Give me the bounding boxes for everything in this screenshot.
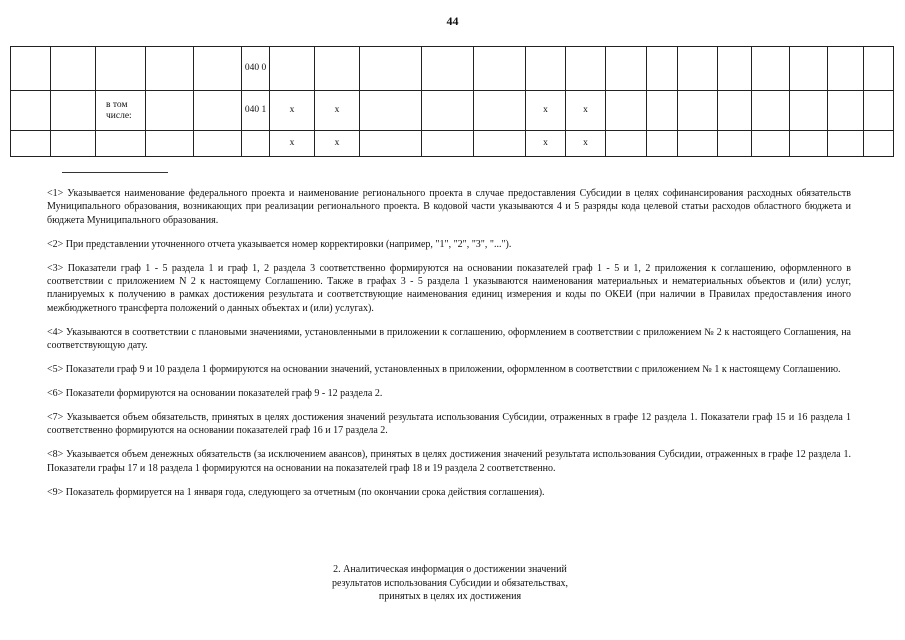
table-cell bbox=[146, 131, 194, 157]
table-cell bbox=[96, 47, 146, 91]
table-cell bbox=[718, 91, 752, 131]
table-cell bbox=[11, 131, 51, 157]
table-cell: 040 1 bbox=[242, 91, 270, 131]
table-cell bbox=[606, 47, 647, 91]
table-cell bbox=[146, 91, 194, 131]
table-cell bbox=[718, 131, 752, 157]
table-cell bbox=[11, 91, 51, 131]
footnote-separator bbox=[62, 172, 168, 173]
table-cell bbox=[96, 131, 146, 157]
table-cell bbox=[422, 91, 474, 131]
table-cell: x bbox=[566, 91, 606, 131]
table-cell bbox=[647, 91, 678, 131]
table-cell bbox=[474, 47, 526, 91]
table-cell bbox=[194, 131, 242, 157]
table-cell bbox=[678, 47, 718, 91]
table-cell bbox=[752, 131, 790, 157]
footnote-8: <8> Указывается объем денежных обязательств (за исключением авансов), принятых в целях достижения значений результата использования Субсидии, отраженных в графе 12 раздела 1. Показатели графы 17 и 18 раздела 1 формируются на основании на показателей граф 18 и 19 раздела 2 соответственно. bbox=[47, 449, 851, 474]
table-cell: x bbox=[566, 131, 606, 157]
table-cell bbox=[864, 47, 894, 91]
table-row bbox=[11, 91, 894, 131]
table-cell bbox=[422, 131, 474, 157]
table-cell bbox=[752, 47, 790, 91]
table-cell: x bbox=[270, 91, 315, 131]
footnote-7: <7> Указывается объем обязательств, принятых в целях достижения значений результата использования Субсидии, отраженных в графе 12 раздела 1. Показатели граф 15 и 16 раздела 1 соответственно формируются на основании показателей граф 16 и 17 раздела 2. bbox=[47, 411, 851, 437]
table-cell bbox=[828, 91, 864, 131]
table-cell bbox=[315, 47, 360, 91]
report-table-fragment bbox=[10, 46, 894, 157]
footnote-3: <3> Показатели граф 1 - 5 раздела 1 и граф 1, 2 раздела 3 соответственно формируются на основании показателей граф 1 - 5 и 1, 2 приложения к соглашению, оформленного в соответствии с приложением N 2 к настоящему Соглашению. Также в графах 3 - 5 раздела 1 указываются наименования материальных и нематериальных объектов и (или) услуг, планируемых к получению в рамках достижения результата и соответствующие наименования единиц измерения и коды по ОКЕИ (при наличии в Правилах предоставления иного межбюджетного трансферта положений о данных объектах и (или) услугах). bbox=[47, 262, 851, 314]
footnote-4: <4> Указываются в соответствии с плановыми значениями, установленными в приложении к соглашению, оформлением в соответствии с приложением № 2 к настоящего Соглашения, на соответствующую дату. bbox=[47, 326, 851, 352]
table-cell: x bbox=[270, 131, 315, 157]
table-cell: x bbox=[315, 131, 360, 157]
footnote-1: <1> Указывается наименование федерального проекта и наименование регионального проекта в случае предоставления Субсидии в целях софинансирования расходных обязательств Муниципального образования, возникающих при реализации регионального проекта. В кодовой части указываются 4 и 5 разряды кода целевой статьи расходов областного бюджета и бюджета Муниципального образования. bbox=[47, 188, 851, 226]
table-cell bbox=[194, 91, 242, 131]
section-2-heading bbox=[300, 563, 600, 604]
footnote-2: <2> При представлении уточненного отчета указывается номер корректировки (например, "1", "2", "3", "..."). bbox=[47, 238, 512, 250]
footnote-6: <6> Показатели формируются на основании показателей граф 9 - 12 раздела 2. bbox=[47, 387, 383, 399]
table-cell bbox=[790, 131, 828, 157]
footnotes bbox=[47, 187, 851, 509]
footnote-9: <9> Показатель формируется на 1 января года, следующего за отчетным (по окончании срока действия соглашения). bbox=[47, 486, 545, 498]
table-cell bbox=[51, 47, 96, 91]
table-cell: 040 0 bbox=[242, 47, 270, 91]
table-cell bbox=[828, 47, 864, 91]
table-cell: x bbox=[526, 131, 566, 157]
table-cell bbox=[270, 47, 315, 91]
section-heading-line-2: результатов использования Субсидии и обязательствах, bbox=[331, 577, 569, 589]
table-cell bbox=[360, 91, 422, 131]
table-cell bbox=[146, 47, 194, 91]
table-cell bbox=[474, 91, 526, 131]
table-cell bbox=[422, 47, 474, 91]
table-cell bbox=[606, 131, 647, 157]
footnote-5: <5> Показатели граф 9 и 10 раздела 1 формируются на основании значений, установленных в приложении, оформленном в соответствии с приложением № 1 к настоящему Соглашению. bbox=[47, 364, 841, 376]
page-number: 44 bbox=[446, 14, 459, 28]
table-cell bbox=[790, 91, 828, 131]
table-cell bbox=[474, 131, 526, 157]
table-cell: в том числе: bbox=[96, 91, 146, 131]
section-heading-line-1: 2. Аналитическая информация о достижении значений bbox=[333, 564, 567, 575]
table-cell bbox=[647, 131, 678, 157]
table-cell bbox=[647, 47, 678, 91]
table-cell bbox=[718, 47, 752, 91]
table-cell bbox=[566, 47, 606, 91]
table-row bbox=[11, 131, 894, 157]
table-cell bbox=[790, 47, 828, 91]
table-cell bbox=[242, 131, 270, 157]
table-cell bbox=[678, 131, 718, 157]
table-cell bbox=[752, 91, 790, 131]
table-cell: x bbox=[315, 91, 360, 131]
table-cell bbox=[51, 131, 96, 157]
table-cell bbox=[11, 47, 51, 91]
table-cell bbox=[864, 91, 894, 131]
table-cell bbox=[864, 131, 894, 157]
table-cell bbox=[360, 47, 422, 91]
table-cell bbox=[526, 47, 566, 91]
table-cell bbox=[360, 131, 422, 157]
table-cell bbox=[194, 47, 242, 91]
table-cell bbox=[828, 131, 864, 157]
table-cell bbox=[51, 91, 96, 131]
table-cell bbox=[606, 91, 647, 131]
section-heading-line-3: принятых в целях их достижения bbox=[378, 591, 522, 602]
table-row bbox=[11, 47, 894, 91]
table-cell bbox=[678, 91, 718, 131]
table-cell: x bbox=[526, 91, 566, 131]
